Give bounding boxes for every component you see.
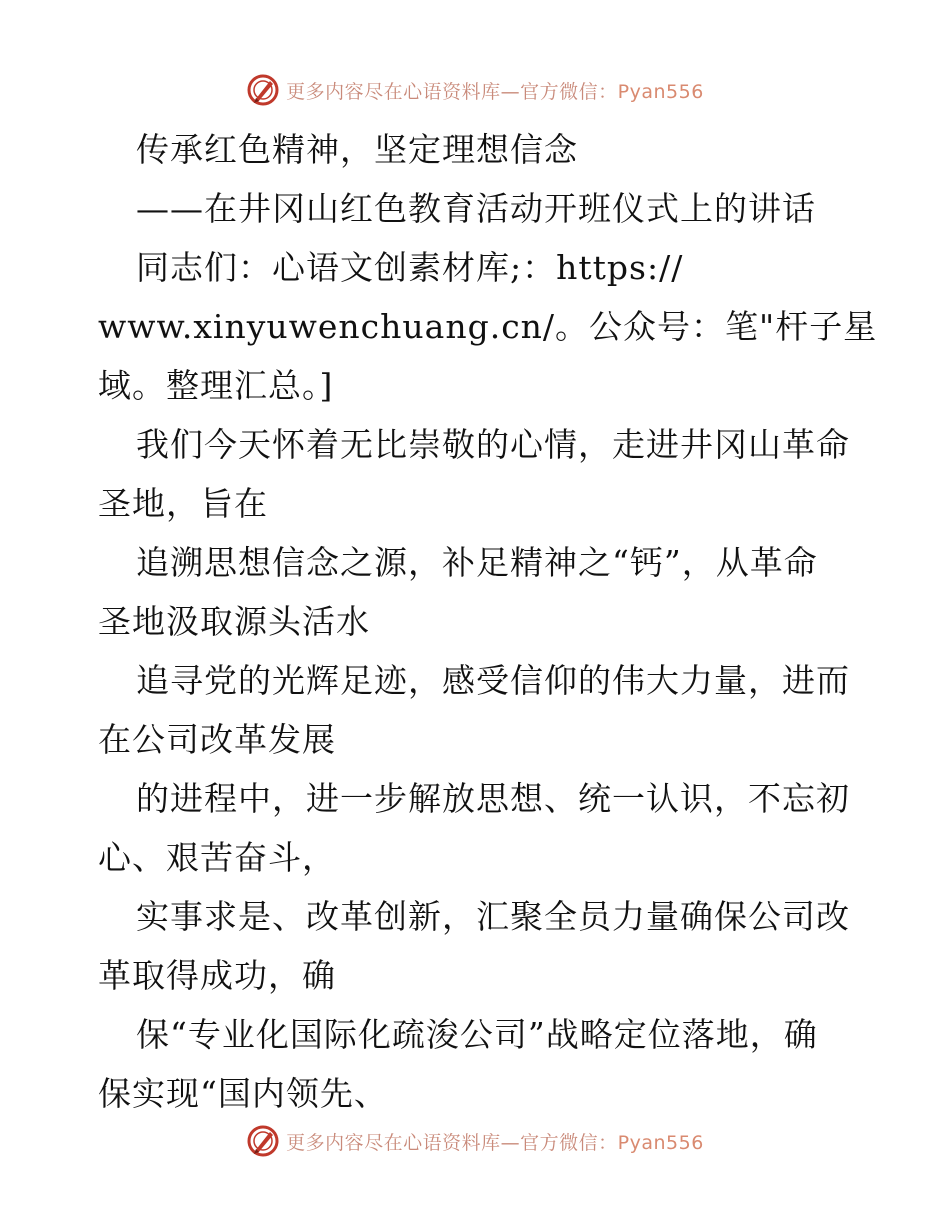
watermark-wechat-id: Pyan556 (617, 80, 704, 103)
paragraph-line: 追寻党的光辉足迹，感受信仰的伟大力量，进而 (136, 661, 850, 700)
paragraph-line: 圣地，旨在 (98, 484, 268, 523)
paragraph-line: 在公司改革发展 (98, 720, 336, 759)
watermark-text: 更多内容尽在心语资料库—官方微信： (286, 1131, 618, 1154)
paragraph-line: 心、艰苦奋斗， (98, 838, 336, 877)
pen-logo-icon (246, 73, 280, 107)
header-watermark (0, 70, 950, 110)
paragraph-line: 保实现“国内领先、 (98, 1074, 388, 1113)
paragraph-line: 同志们：心语文创素材库;：https:// (136, 248, 684, 287)
watermark-wechat-id: Pyan556 (617, 1131, 704, 1154)
watermark-text: 更多内容尽在心语资料库—官方微信： (286, 80, 618, 103)
paragraph-line: 追溯思想信念之源，补足精神之“钙”，从革命 (136, 543, 818, 582)
doc-subtitle: ——在井冈山红色教育活动开班仪式上的讲话 (136, 189, 816, 228)
footer-watermark (0, 1121, 950, 1161)
paragraph-line: 的进程中，进一步解放思想、统一认识，不忘初 (136, 779, 850, 818)
document-body (98, 120, 878, 1123)
pen-logo-icon (246, 1124, 280, 1158)
paragraph-line: 我们今天怀着无比崇敬的心情，走进井冈山革命 (136, 425, 850, 464)
paragraph-line: www.xinyuwenchuang.cn/。公众号：笔"杆子星 (98, 307, 878, 346)
doc-title: 传承红色精神，坚定理想信念 (136, 130, 578, 169)
paragraph-line: 域。整理汇总。] (98, 366, 334, 405)
paragraph-line: 圣地汲取源头活水 (98, 602, 370, 641)
paragraph-line: 保“专业化国际化疏浚公司”战略定位落地，确 (136, 1015, 818, 1054)
paragraph-line: 实事求是、改革创新，汇聚全员力量确保公司改 (136, 897, 850, 936)
paragraph-line: 革取得成功，确 (98, 956, 336, 995)
